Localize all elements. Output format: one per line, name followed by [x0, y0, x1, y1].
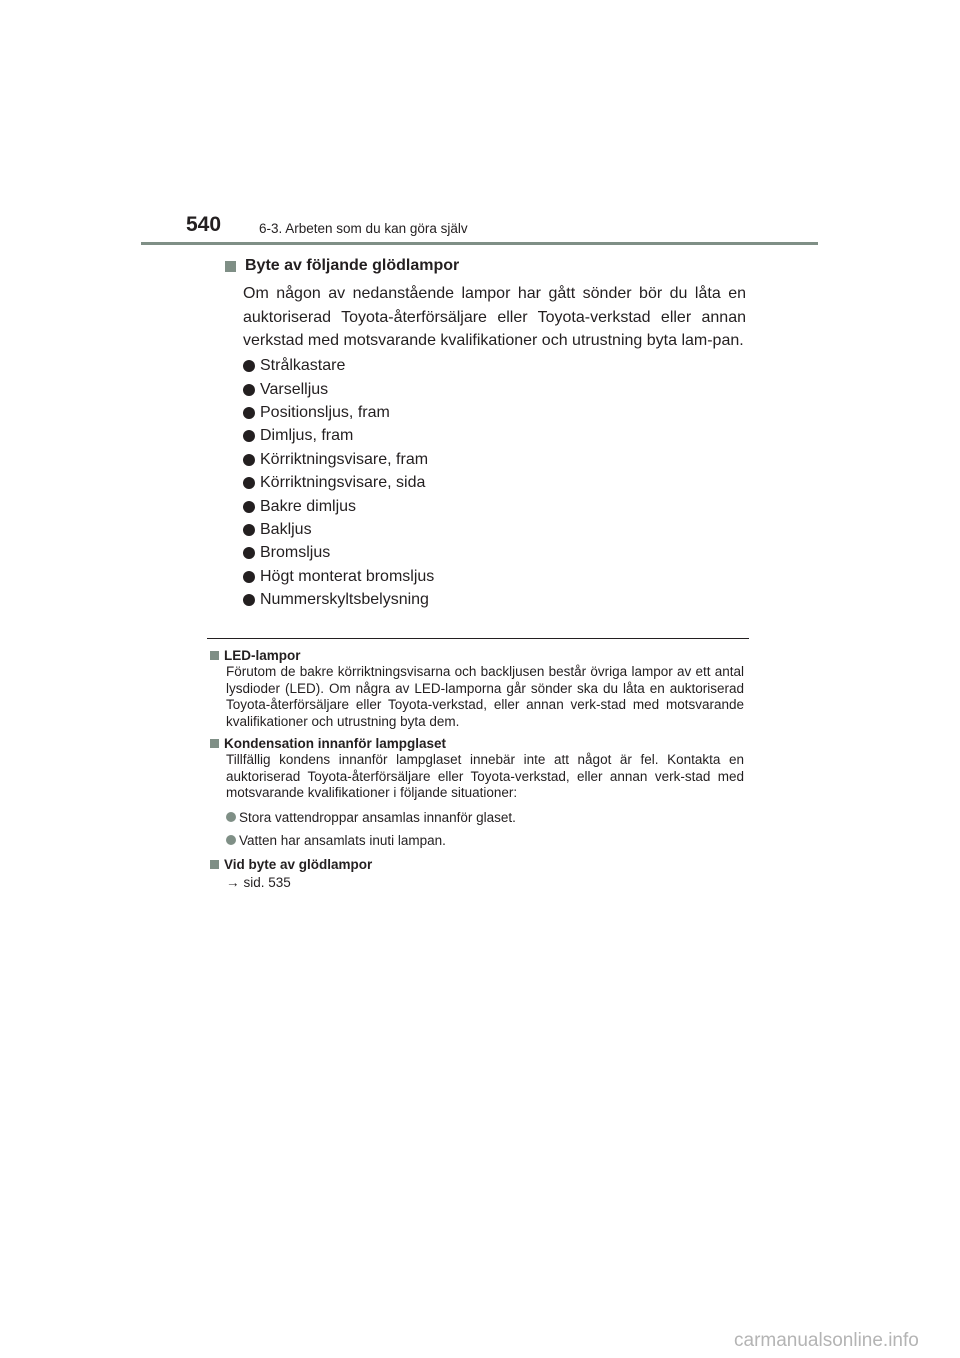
list-item: Bakljus [243, 518, 746, 541]
round-bullet-icon [243, 407, 255, 419]
note-title: Kondensation innanför lampglaset [210, 734, 746, 752]
list-item: Dimljus, fram [243, 425, 746, 448]
section-intro: Om någon av nedanstående lampor har gått sönder bör du låta en auktoriserad Toyota-återförsäljare eller Toyota-verkstad eller annan verkstad med motsvarande kvalifikationer och utrustning byta lam-pan. [243, 285, 746, 349]
section-bulb-replacement [222, 256, 746, 612]
list-item: Högt monterat bromsljus [243, 565, 746, 588]
list-item: Strålkastare [243, 355, 746, 378]
round-bullet-icon [243, 524, 255, 536]
square-bullet-icon [225, 261, 236, 272]
list-item: Stora vattendroppar ansamlas innanför glaset. [226, 806, 746, 829]
note-text: Förutom de bakre körriktningsvisarna och backljusen består övriga lampor av ett antal lysdioder (LED). Om några av LED-lamporna går sönder ska du låta en auktoriserad Toyota-återförsäljare eller Toyota-verkstad, eller annan verk-stad med motsvarande kvalifikationer och utrustning byta dem. [226, 664, 744, 729]
list-item: Körriktningsvisare, fram [243, 448, 746, 471]
list-item: Körriktningsvisare, sida [243, 471, 746, 494]
watermark: carmanualsonline.info [734, 1330, 919, 1351]
page-number: 540 [186, 213, 222, 236]
round-bullet-icon [243, 430, 255, 442]
notes-section [210, 646, 746, 895]
note-condensation [210, 734, 746, 852]
note-text: Tillfällig kondens innanför lampglaset innebär inte att något är fel. Kontakta en auktoriserad Toyota-återförsäljare eller Toyota-verkstad, eller annan verk-stad med motsvarande kvalifikationer i följande situationer: [226, 752, 744, 800]
list-item: Positionsljus, fram [243, 401, 746, 424]
list-item: Bakre dimljus [243, 495, 746, 518]
lamp-list [243, 355, 746, 612]
square-bullet-icon [210, 860, 219, 869]
round-bullet-icon [243, 477, 255, 489]
round-bullet-icon [243, 501, 255, 513]
header-rule [141, 242, 818, 245]
condensation-list [226, 806, 746, 852]
round-bullet-icon [226, 812, 236, 822]
round-bullet-icon [243, 571, 255, 583]
note-title: Vid byte av glödlampor [210, 856, 746, 874]
round-bullet-icon [243, 454, 255, 466]
arrow-right-icon: → [226, 874, 240, 890]
page-reference-link[interactable]: sid. 535 [243, 874, 291, 890]
round-bullet-icon [226, 835, 236, 845]
section-heading-text: Byte av följande glödlampor [245, 257, 460, 274]
page-reference[interactable] [226, 874, 746, 891]
round-bullet-icon [243, 360, 255, 372]
round-bullet-icon [243, 594, 255, 606]
note-title: LED-lampor [210, 646, 746, 664]
note-led [210, 646, 746, 730]
round-bullet-icon [243, 547, 255, 559]
round-bullet-icon [243, 384, 255, 396]
notes-divider [207, 638, 749, 639]
list-item: Bromsljus [243, 542, 746, 565]
square-bullet-icon [210, 651, 219, 660]
chapter-title: 6-3. Arbeten som du kan göra själv [259, 221, 468, 236]
list-item: Vatten har ansamlats inuti lampan. [226, 829, 746, 852]
section-heading [222, 256, 746, 276]
note-bulb-replacement [210, 856, 746, 891]
list-item: Nummerskyltsbelysning [243, 588, 746, 611]
list-item: Varselljus [243, 378, 746, 401]
square-bullet-icon [210, 739, 219, 748]
